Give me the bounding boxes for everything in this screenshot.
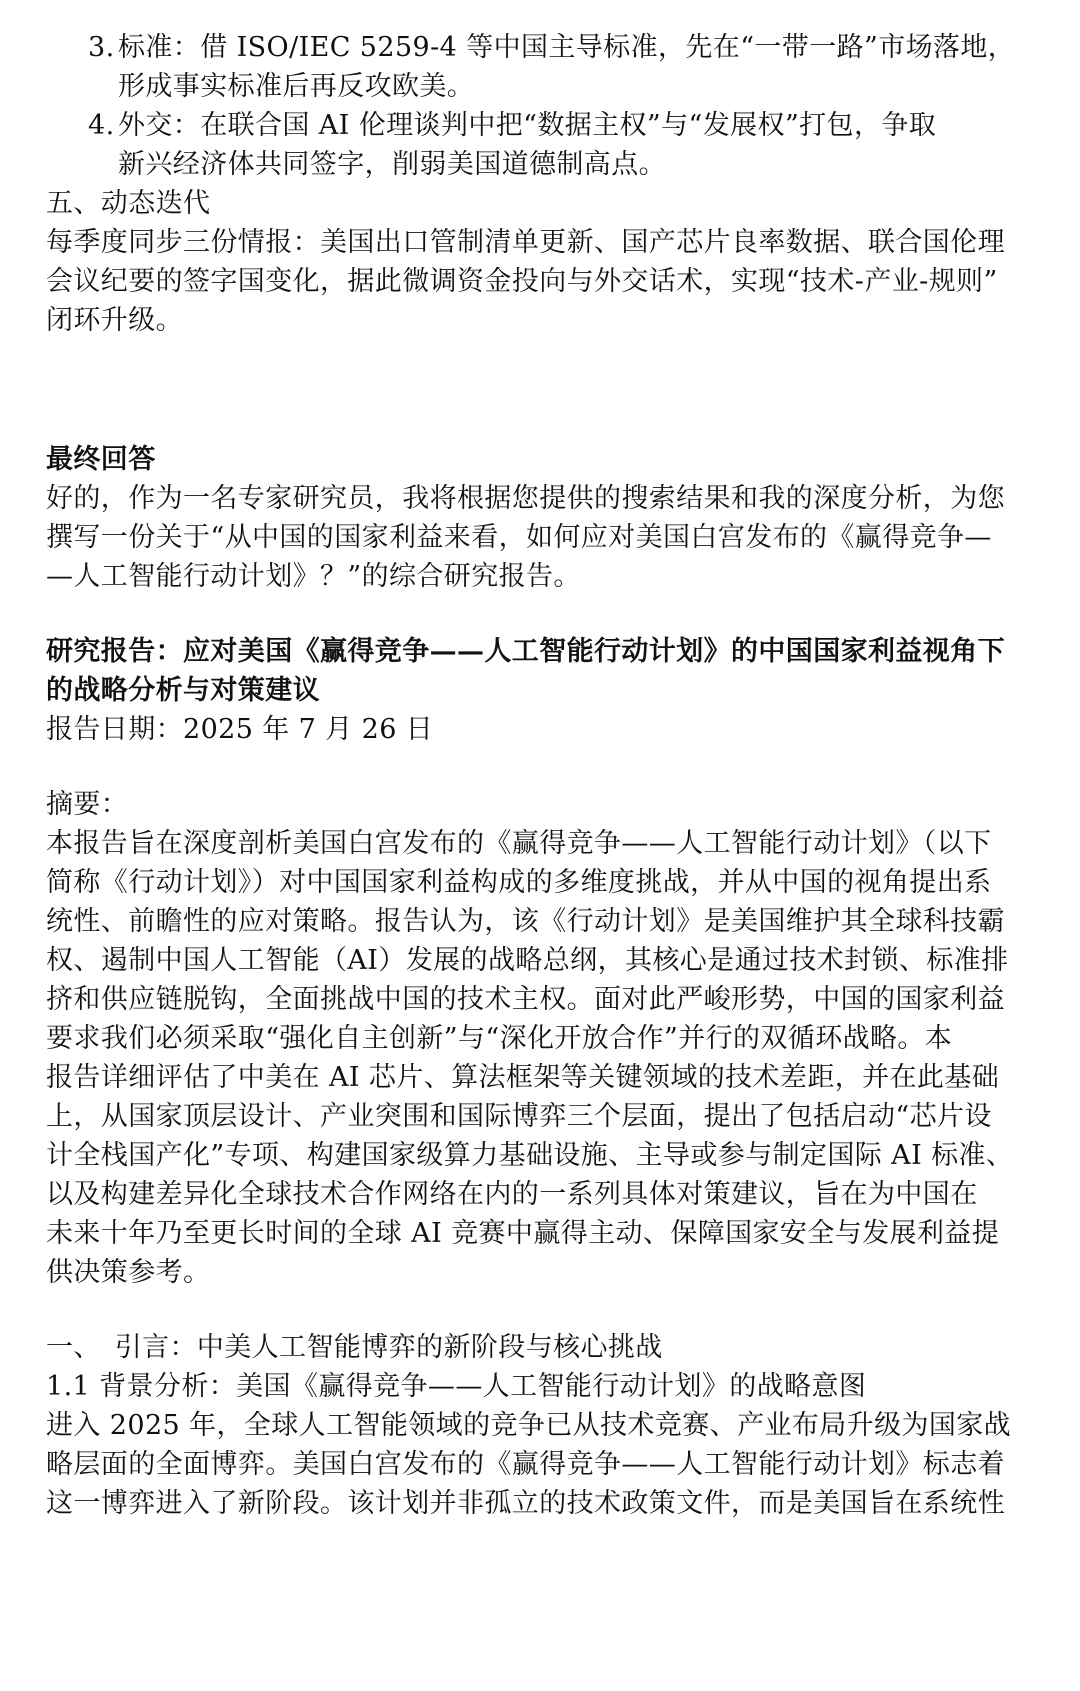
- paragraph-line: 供决策参考。: [46, 1257, 211, 1288]
- document-page: [46, 0, 1036, 1523]
- section-dynamic-iteration: [46, 184, 1036, 340]
- paragraph-line: 每季度同步三份情报：美国出口管制清单更新、国产芯片良率数据、联合国伦理: [46, 227, 1005, 258]
- numbered-list: [46, 28, 1036, 184]
- paragraph-line: 挤和供应链脱钩，全面挑战中国的技术主权。面对此严峻形势，中国的国家利益: [46, 984, 1005, 1015]
- paragraph-line: 未来十年乃至更长时间的全球 AI 竞赛中赢得主动、保障国家安全与发展利益提: [46, 1218, 1000, 1249]
- report-header: [46, 632, 1036, 749]
- list-item-continuation: 形成事实标准后再反攻欧美。: [118, 71, 475, 102]
- report-date: 报告日期：2025 年 7 月 26 日: [46, 714, 434, 745]
- paragraph-line: 以及构建差异化全球技术合作网络在内的一系列具体对策建议，旨在为中国在: [46, 1179, 978, 1210]
- paragraph-line: 简称《行动计划》）对中国国家利益构成的多维度挑战，并从中国的视角提出系: [46, 867, 992, 898]
- list-item-number: 4.: [88, 110, 115, 141]
- paragraph-line: —人工智能行动计划》？”的综合研究报告。: [46, 561, 581, 592]
- paragraph-line: 权、遏制中国人工智能（AI）发展的战略总纲，其核心是通过技术封锁、标准排: [46, 945, 1009, 976]
- paragraph-line: 撰写一份关于“从中国的国家利益来看，如何应对美国白宫发布的《赢得竞争—: [46, 522, 992, 553]
- paragraph-line: 这一博弈进入了新阶段。该计划并非孤立的技术政策文件，而是美国旨在系统性: [46, 1488, 1005, 1519]
- paragraph-line: 好的，作为一名专家研究员，我将根据您提供的搜索结果和我的深度分析，为您: [46, 483, 1005, 514]
- subsection-heading: 1.1 背景分析：美国《赢得竞争——人工智能行动计划》的战略意图: [46, 1371, 867, 1402]
- paragraph-line: 进入 2025 年，全球人工智能领域的竞争已从技术竞赛、产业布局升级为国家战: [46, 1410, 1012, 1441]
- final-answer-heading: 最终回答: [46, 444, 156, 475]
- list-item-continuation: 新兴经济体共同签字，削弱美国道德制高点。: [118, 149, 666, 180]
- list-item-text: 标准：借 ISO/IEC 5259-4 等中国主导标准，先在“一带一路”市场落地，: [118, 32, 1016, 63]
- paragraph-line: 略层面的全面博弈。美国白宫发布的《赢得竞争——人工智能行动计划》标志着: [46, 1449, 1005, 1480]
- section-heading: 一、 引言：中美人工智能博弈的新阶段与核心挑战: [46, 1332, 663, 1363]
- paragraph-line: 计全栈国产化”专项、构建国家级算力基础设施、主导或参与制定国际 AI 标准、: [46, 1140, 1014, 1171]
- final-answer-block: [46, 440, 1036, 596]
- paragraph-line: 要求我们必须采取“强化自主创新”与“深化开放合作”并行的双循环战略。本: [46, 1023, 953, 1054]
- section-introduction: [46, 1328, 1036, 1523]
- paragraph-line: 会议纪要的签字国变化，据此微调资金投向与外交话术，实现“技术-产业-规则”: [46, 266, 998, 297]
- paragraph-line: 统性、前瞻性的应对策略。报告认为，该《行动计划》是美国维护其全球科技霸: [46, 906, 1005, 937]
- paragraph-line: 闭环升级。: [46, 305, 183, 336]
- section-heading: 五、动态迭代: [46, 188, 211, 219]
- list-item: [46, 106, 1036, 145]
- list-item: [46, 28, 1036, 67]
- list-item-text: 外交：在联合国 AI 伦理谈判中把“数据主权”与“发展权”打包，争取: [118, 110, 937, 141]
- paragraph-line: 上，从国家顶层设计、产业突围和国际博弈三个层面，提出了包括启动“芯片设: [46, 1101, 992, 1132]
- report-title: 的战略分析与对策建议: [46, 675, 320, 706]
- abstract-block: [46, 785, 1036, 1292]
- paragraph-line: 报告详细评估了中美在 AI 芯片、算法框架等关键领域的技术差距，并在此基础: [46, 1062, 1000, 1093]
- paragraph-line: 本报告旨在深度剖析美国白宫发布的《赢得竞争——人工智能行动计划》（以下: [46, 828, 992, 859]
- abstract-heading: 摘要：: [46, 789, 129, 820]
- report-title: 研究报告：应对美国《赢得竞争——人工智能行动计划》的中国国家利益视角下: [46, 636, 1005, 667]
- list-item-number: 3.: [88, 32, 115, 63]
